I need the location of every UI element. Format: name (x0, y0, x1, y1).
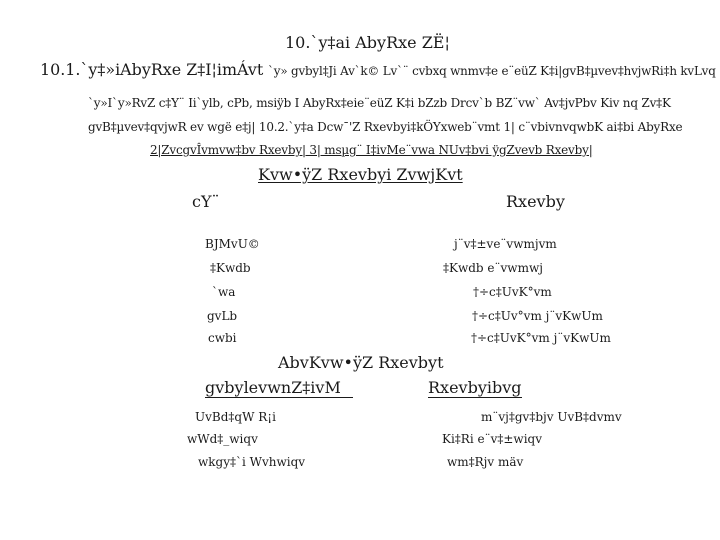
table2-cell-disease: wWd‡_wiqv (187, 432, 258, 446)
paragraph-line-2: `y»I`y»RvZ c‡Y¨ Ii`ylb, cPb, msiÿb I AbyRx‡eie¨eüZ K‡i bZzb Drcv`b BZ¨vw` Av‡jvPbv Kiv nq Zv‡K (88, 96, 671, 110)
paragraph-line-1 (40, 60, 716, 79)
paragraph-line-4: 2|ZvcgvÎvmvw‡bv Rxevby| 3| msµg¨ I‡ivMe¨vwa NUv‡bvi ÿgZvevb Rxevby| (150, 143, 593, 157)
table1-cell-product: gvLb (207, 309, 238, 323)
table2-cell-organism: wm‡Rjv mäv (447, 455, 524, 469)
table2-title: AbvKvw•ÿZ Rxevbyt (278, 353, 444, 372)
table1-cell-product: BJMvU© (205, 237, 260, 251)
table1-cell-organism: †÷c‡Uv°vm j¨vKwUm (472, 309, 603, 323)
table2-cell-organism: Ki‡Ri e¨v‡±wiqv (442, 432, 542, 446)
table1-cell-product: `wa (212, 285, 236, 299)
table2-header-disease: gvbylevwnZ‡ivM (205, 378, 353, 398)
table2-cell-disease: wkgy‡`i Wvhwiqv (198, 455, 306, 469)
table1-cell-organism: †÷c‡UvK°vm (473, 285, 552, 299)
table1-header-product: cY¨ (192, 192, 220, 211)
table1-header-organism: Rxevby (506, 192, 565, 211)
table1-cell-product: ‡Kwdb (210, 261, 251, 275)
table1-cell-organism: †÷c‡UvK°vm j¨vKwUm (471, 331, 611, 345)
paragraph-line-3: gvB‡µvev‡qvjwR ev wgë e‡j| 10.2.`y‡a Dcw¯'Z Rxevbyi‡kÖYxweb¨vmt 1| c¨vbivnvqwbK ai‡bi AbyRxe (88, 120, 683, 134)
table2-cell-organism: m¨vj‡gv‡bjv UvB‡dvmv (481, 410, 622, 424)
table2-cell-disease: UvBd‡qW R¡i (195, 410, 276, 424)
sub-heading: 10.1.`y‡»iAbyRxe Z‡I¦imÁvt (40, 60, 264, 79)
table2-header-organism: Rxevbyibvg (428, 378, 522, 397)
table1-cell-organism: ‡Kwdb e¨vwmwj (443, 261, 543, 275)
table1-cell-product: cwbi (208, 331, 237, 345)
table1-title: Kvw•ÿZ Rxevbyi ZvwjKvt (258, 165, 463, 184)
section-heading: 10.`y‡ai AbyRxe ZË¦ (285, 33, 450, 52)
table1-cell-organism: j¨v‡±ve¨vwmjvm (454, 237, 557, 251)
paragraph-text: `y» gvbyl‡Ji Av`k© Lv`¨ cvbxq wnmv‡e e¨eüZ K‡i|gvB‡µvev‡hvjwRi‡h kvLvq (268, 64, 716, 78)
